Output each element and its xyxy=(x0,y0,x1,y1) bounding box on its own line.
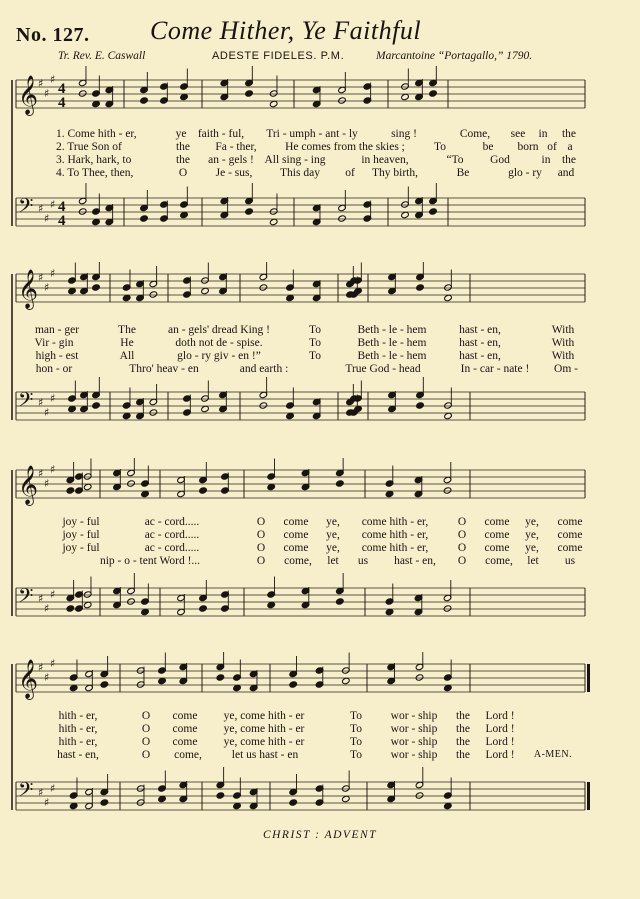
note-head xyxy=(127,598,136,605)
lyric-syllable: come xyxy=(283,516,309,528)
note-head xyxy=(122,294,131,301)
note-head xyxy=(233,802,242,809)
bass-staff xyxy=(16,573,585,616)
lyric-syllable: Beth - le - hem xyxy=(357,337,427,349)
sharp-icon: ♯ xyxy=(50,463,56,476)
sharp-icon: ♯ xyxy=(44,796,50,809)
lyric-syllable: and earth : xyxy=(239,363,289,375)
note-head xyxy=(69,802,78,809)
lyric-syllable: come xyxy=(557,516,583,528)
sharp-icon: ♯ xyxy=(50,657,56,670)
tune-name: ADESTE FIDELES. P.M. xyxy=(212,50,345,62)
lyric-syllable: wor - ship xyxy=(390,710,438,722)
lyric-syllable: With xyxy=(551,337,575,349)
lyric-syllable: O xyxy=(457,542,467,554)
lyric-syllable: come xyxy=(172,723,198,735)
lyric-syllable: the xyxy=(455,710,471,722)
note-head xyxy=(140,97,149,104)
lyric-syllable: come hith - er, xyxy=(361,542,429,554)
bass-staff xyxy=(16,767,590,810)
lyric-syllable: joy - ful xyxy=(62,542,100,554)
note-head xyxy=(338,97,347,104)
sharp-icon: ♯ xyxy=(44,212,50,225)
music-system-2 xyxy=(0,262,640,442)
lyric-syllable: ye, xyxy=(525,542,539,554)
lyric-syllable: 3. Hark, hark, to xyxy=(56,154,132,166)
note-head xyxy=(259,402,268,409)
lyric-syllable: True God - head xyxy=(345,363,421,375)
bass-staff xyxy=(16,377,585,420)
sharp-icon: ♯ xyxy=(50,198,56,211)
lyric-syllable: In - car - nate ! xyxy=(460,363,530,375)
sharp-icon: ♯ xyxy=(44,87,50,100)
note-head xyxy=(286,412,295,419)
lyric-syllable: come xyxy=(172,736,198,748)
lyric-syllable: hith - er, xyxy=(58,710,98,722)
lyric-line-verse-2 xyxy=(0,141,640,155)
lyric-line-verse-3 xyxy=(0,736,640,750)
lyric-syllable: “To xyxy=(446,154,464,166)
lyric-line-verse-3 xyxy=(0,542,640,556)
note-head xyxy=(289,799,298,806)
lyric-syllable: faith - ful, xyxy=(197,128,245,140)
note-head xyxy=(78,90,87,97)
lyric-syllable: come xyxy=(484,542,510,554)
lyric-syllable: 4. To Thee, then, xyxy=(56,167,134,179)
lyric-syllable: come xyxy=(484,516,510,528)
lyric-syllable: Lord ! xyxy=(485,710,515,722)
note-head xyxy=(245,208,254,215)
lyric-syllable: us xyxy=(564,555,576,567)
lyric-syllable: Be xyxy=(456,167,470,179)
note-head xyxy=(68,405,77,412)
lyric-syllable: O xyxy=(256,542,266,554)
lyric-syllable: come hith - er, xyxy=(361,516,429,528)
lyric-syllable: All xyxy=(119,350,135,362)
lyric-syllable: ye, come hith - er xyxy=(223,723,305,735)
lyric-line-verse-2 xyxy=(0,723,640,737)
sharp-icon: ♯ xyxy=(50,267,56,280)
lyric-syllable: Thro' heav - en xyxy=(129,363,199,375)
note-head xyxy=(416,402,425,409)
note-head xyxy=(149,409,158,416)
lyric-syllable: O xyxy=(141,736,151,748)
lyric-syllable: He comes from the skies ; xyxy=(285,141,405,153)
lyric-syllable: To xyxy=(309,324,321,336)
note-head xyxy=(180,211,189,218)
bass-clef-icon: 𝄢 xyxy=(18,778,34,806)
note-head xyxy=(267,483,276,490)
lyric-syllable: ye, come hith - er xyxy=(223,736,305,748)
lyric-syllable: the xyxy=(561,154,577,166)
note-head xyxy=(269,218,278,225)
note-head xyxy=(233,684,242,691)
note-head xyxy=(354,405,363,412)
final-barline xyxy=(587,782,590,810)
lyric-syllable: come, xyxy=(284,555,312,567)
note-head xyxy=(415,792,424,799)
lyric-syllable: come hith - er, xyxy=(361,529,429,541)
sharp-icon: ♯ xyxy=(44,406,50,419)
lyric-syllable: O xyxy=(457,516,467,528)
lyric-line-verse-4 xyxy=(0,749,640,763)
sharp-icon: ♯ xyxy=(38,467,44,480)
note-head xyxy=(66,605,75,612)
lyric-syllable: To xyxy=(350,723,362,735)
note-head xyxy=(149,291,158,298)
lyric-syllable: man - ger xyxy=(34,324,80,336)
note-head xyxy=(180,93,189,100)
lyric-syllable: the xyxy=(455,749,471,761)
translator-credit: Tr. Rev. E. Caswall xyxy=(58,50,146,62)
lyric-syllable: Beth - le - hem xyxy=(357,350,427,362)
lyric-syllable: of xyxy=(547,141,557,153)
sharp-icon: ♯ xyxy=(44,602,50,615)
lyric-syllable: hast - en, xyxy=(459,337,501,349)
lyric-syllable: wor - ship xyxy=(390,723,438,735)
lyric-syllable: To xyxy=(434,141,446,153)
lyric-syllable: let xyxy=(527,555,539,567)
note-head xyxy=(286,294,295,301)
lyric-syllable: ye, xyxy=(326,529,340,541)
lyric-syllable: Lord ! xyxy=(485,749,515,761)
lyric-syllable: Lord ! xyxy=(485,736,515,748)
lyric-line-verse-1 xyxy=(0,324,640,338)
lyric-syllable: glo - ry giv - en !” xyxy=(177,350,261,362)
note-head xyxy=(66,487,75,494)
note-head xyxy=(444,294,453,301)
note-head xyxy=(78,208,87,215)
lyric-syllable: a xyxy=(567,141,573,153)
lyric-line-verse-1 xyxy=(0,516,640,530)
sharp-icon: ♯ xyxy=(38,202,44,215)
lyric-syllable: ye, xyxy=(326,542,340,554)
lyric-syllable: let xyxy=(327,555,339,567)
note-head xyxy=(342,677,351,684)
lyric-syllable: God xyxy=(490,154,510,166)
sharp-icon: ♯ xyxy=(38,661,44,674)
lyric-line-verse-2 xyxy=(0,529,640,543)
lyric-syllable: ye, come hith - er xyxy=(223,710,305,722)
lyric-syllable: With xyxy=(551,324,575,336)
lyric-syllable: All sing - ing xyxy=(264,154,326,166)
sharp-icon: ♯ xyxy=(38,592,44,605)
lyric-syllable: nip - o - tent Word !... xyxy=(99,555,201,567)
lyric-syllable: hith - er, xyxy=(58,736,98,748)
lyric-syllable: ac - cord..... xyxy=(144,516,200,528)
note-head xyxy=(69,684,78,691)
note-head xyxy=(216,792,225,799)
lyric-syllable: With xyxy=(551,350,575,362)
lyric-syllable: Lord ! xyxy=(485,723,515,735)
lyric-syllable: To xyxy=(309,350,321,362)
lyric-syllable: come xyxy=(557,529,583,541)
lyric-syllable: joy - ful xyxy=(62,529,100,541)
lyric-syllable: O xyxy=(256,555,266,567)
lyric-syllable: joy - ful xyxy=(62,516,100,528)
note-head xyxy=(122,412,131,419)
lyric-syllable: Come, xyxy=(459,128,491,140)
note-head xyxy=(401,93,410,100)
lyric-syllable: wor - ship xyxy=(390,736,438,748)
note-head xyxy=(199,605,208,612)
note-head xyxy=(444,802,453,809)
lyric-syllable: Tri - umph - ant - ly xyxy=(266,128,358,140)
lyric-syllable: doth not de - spise. xyxy=(175,337,263,349)
lyric-syllable: an - gels' dread King ! xyxy=(167,324,271,336)
lyric-line-verse-4 xyxy=(0,363,640,377)
time-signature: 4 xyxy=(58,81,66,97)
lyric-line-verse-1 xyxy=(0,128,640,142)
lyric-syllable: O xyxy=(457,529,467,541)
note-head xyxy=(289,681,298,688)
treble-staff xyxy=(16,458,585,506)
lyric-syllable: The xyxy=(118,324,136,336)
lyric-syllable: the xyxy=(455,736,471,748)
lyric-syllable: Thy birth, xyxy=(372,167,418,179)
note-head xyxy=(141,490,150,497)
lyric-syllable: To xyxy=(350,749,362,761)
bass-clef-icon: 𝄢 xyxy=(18,388,34,416)
lyric-syllable: Je - sus, xyxy=(215,167,253,179)
time-signature: 4 xyxy=(58,199,66,215)
note-head xyxy=(158,677,167,684)
lyric-syllable: hon - or xyxy=(35,363,73,375)
lyric-syllable: O xyxy=(457,555,467,567)
note-head xyxy=(141,608,150,615)
lyric-line-verse-4 xyxy=(0,167,640,181)
lyric-syllable: O xyxy=(141,723,151,735)
sharp-icon: ♯ xyxy=(44,281,50,294)
treble-staff xyxy=(16,66,585,116)
lyric-syllable: ye xyxy=(175,128,187,140)
sharp-icon: ♯ xyxy=(50,73,56,86)
lyric-syllable: glo - ry xyxy=(508,167,542,179)
note-head xyxy=(401,211,410,218)
lyric-syllable: 2. True Son of xyxy=(56,141,122,153)
note-head xyxy=(259,284,268,291)
lyric-syllable: hast - en, xyxy=(459,350,501,362)
lyric-syllable: hast - en, xyxy=(394,555,436,567)
note-head xyxy=(158,795,167,802)
bass-clef-icon: 𝄢 xyxy=(18,584,34,612)
lyric-syllable: an - gels ! xyxy=(208,154,254,166)
note-head xyxy=(267,601,276,608)
lyric-syllable: Vir - gin xyxy=(34,337,74,349)
lyric-syllable: born xyxy=(517,141,539,153)
lyric-syllable: come xyxy=(283,542,309,554)
treble-clef-icon: 𝄞 xyxy=(18,659,39,699)
lyric-syllable: the xyxy=(455,723,471,735)
note-head xyxy=(83,601,92,608)
treble-staff xyxy=(16,262,585,310)
lyric-syllable: in xyxy=(538,128,548,140)
note-head xyxy=(429,208,438,215)
lyric-syllable: To xyxy=(309,337,321,349)
lyric-syllable: of xyxy=(345,167,355,179)
note-head xyxy=(68,287,77,294)
note-head xyxy=(385,608,394,615)
footer-category: CHRIST : ADVENT xyxy=(262,829,378,841)
note-head xyxy=(216,674,225,681)
lyric-syllable: hast - en, xyxy=(459,324,501,336)
lyric-syllable: hith - er, xyxy=(58,723,98,735)
lyric-syllable: us xyxy=(357,555,369,567)
time-signature: 4 xyxy=(58,95,66,111)
lyric-syllable: ye, xyxy=(326,516,340,528)
lyric-syllable: ye, xyxy=(525,529,539,541)
lyric-syllable: To xyxy=(350,736,362,748)
music-system-1 xyxy=(0,66,640,246)
lyric-syllable: 1. Come hith - er, xyxy=(56,128,137,140)
note-head xyxy=(444,684,453,691)
lyric-syllable: in heaven, xyxy=(361,154,409,166)
treble-clef-icon: 𝄞 xyxy=(18,269,39,309)
lyric-syllable: come, xyxy=(174,749,202,761)
music-system-4 xyxy=(0,652,640,832)
note-head xyxy=(127,480,136,487)
lyric-line-verse-3 xyxy=(0,350,640,364)
hymn-number: No. 127. xyxy=(16,24,90,46)
note-head xyxy=(444,412,453,419)
time-signature: 4 xyxy=(58,213,66,229)
note-head xyxy=(140,215,149,222)
note-head xyxy=(92,100,101,107)
sharp-icon: ♯ xyxy=(38,396,44,409)
composer-credit: Marcantoine “Portagallo,” 1790. xyxy=(376,50,533,62)
lyric-syllable: come xyxy=(484,529,510,541)
note-head xyxy=(429,90,438,97)
sharp-icon: ♯ xyxy=(44,477,50,490)
lyric-syllable: the xyxy=(561,128,577,140)
lyric-syllable: ac - cord..... xyxy=(144,529,200,541)
note-head xyxy=(100,681,109,688)
lyric-syllable: This day xyxy=(280,167,320,179)
bass-staff xyxy=(16,183,585,229)
lyric-syllable: come xyxy=(172,710,198,722)
lyric-syllable: To xyxy=(350,710,362,722)
lyric-syllable: Beth - le - hem xyxy=(357,324,427,336)
lyric-line-verse-3 xyxy=(0,154,640,168)
note-head xyxy=(201,405,210,412)
note-head xyxy=(415,674,424,681)
bass-clef-icon: 𝄢 xyxy=(18,194,34,222)
final-barline xyxy=(587,664,590,692)
lyric-syllable: and xyxy=(557,167,575,179)
note-head xyxy=(443,605,452,612)
lyric-syllable: see xyxy=(510,128,526,140)
note-head xyxy=(342,795,351,802)
lyric-syllable: high - est xyxy=(35,350,79,362)
lyric-syllable: come xyxy=(283,529,309,541)
lyric-syllable: hast - en, xyxy=(57,749,99,761)
note-head xyxy=(201,287,210,294)
sharp-icon: ♯ xyxy=(50,588,56,601)
lyric-syllable: O xyxy=(256,516,266,528)
lyric-syllable: Om - xyxy=(554,363,578,375)
lyric-syllable: ac - cord..... xyxy=(144,542,200,554)
sharp-icon: ♯ xyxy=(44,671,50,684)
note-head xyxy=(100,799,109,806)
sharp-icon: ♯ xyxy=(38,271,44,284)
note-head xyxy=(443,487,452,494)
lyric-syllable: wor - ship xyxy=(390,749,438,761)
note-head xyxy=(269,100,278,107)
lyric-syllable: A-MEN. xyxy=(533,749,573,760)
sharp-icon: ♯ xyxy=(50,392,56,405)
lyric-syllable: O xyxy=(256,529,266,541)
note-head xyxy=(92,218,101,225)
note-head xyxy=(338,215,347,222)
lyric-syllable: O xyxy=(141,710,151,722)
lyric-line-verse-4 xyxy=(0,555,640,569)
sharp-icon: ♯ xyxy=(38,786,44,799)
treble-clef-icon: 𝄞 xyxy=(18,75,39,115)
treble-clef-icon: 𝄞 xyxy=(18,465,39,505)
lyric-syllable: in xyxy=(541,154,551,166)
lyric-line-verse-1 xyxy=(0,710,640,724)
note-head xyxy=(83,483,92,490)
lyric-syllable: the xyxy=(175,141,191,153)
note-head xyxy=(92,402,101,409)
lyric-syllable: let us hast - en xyxy=(231,749,299,761)
music-system-3 xyxy=(0,458,640,638)
lyric-syllable: ye, xyxy=(525,516,539,528)
lyric-syllable: come xyxy=(557,542,583,554)
hymn-title: Come Hither, Ye Faithful xyxy=(150,16,422,45)
note-head xyxy=(385,490,394,497)
lyric-syllable: He xyxy=(120,337,134,349)
note-head xyxy=(354,287,363,294)
lyric-syllable: the xyxy=(175,154,191,166)
note-head xyxy=(199,487,208,494)
lyric-syllable: O xyxy=(141,749,151,761)
lyric-syllable: sing ! xyxy=(391,128,417,140)
note-head xyxy=(336,480,345,487)
treble-staff xyxy=(16,652,590,700)
lyric-line-verse-2 xyxy=(0,337,640,351)
sharp-icon: ♯ xyxy=(38,77,44,90)
sharp-icon: ♯ xyxy=(50,782,56,795)
note-head xyxy=(92,284,101,291)
lyric-syllable: Fa - ther, xyxy=(215,141,257,153)
lyric-syllable: come, xyxy=(485,555,513,567)
note-head xyxy=(245,90,254,97)
lyric-syllable: O xyxy=(178,167,188,179)
lyric-syllable: be xyxy=(482,141,494,153)
note-head xyxy=(416,284,425,291)
note-head xyxy=(336,598,345,605)
